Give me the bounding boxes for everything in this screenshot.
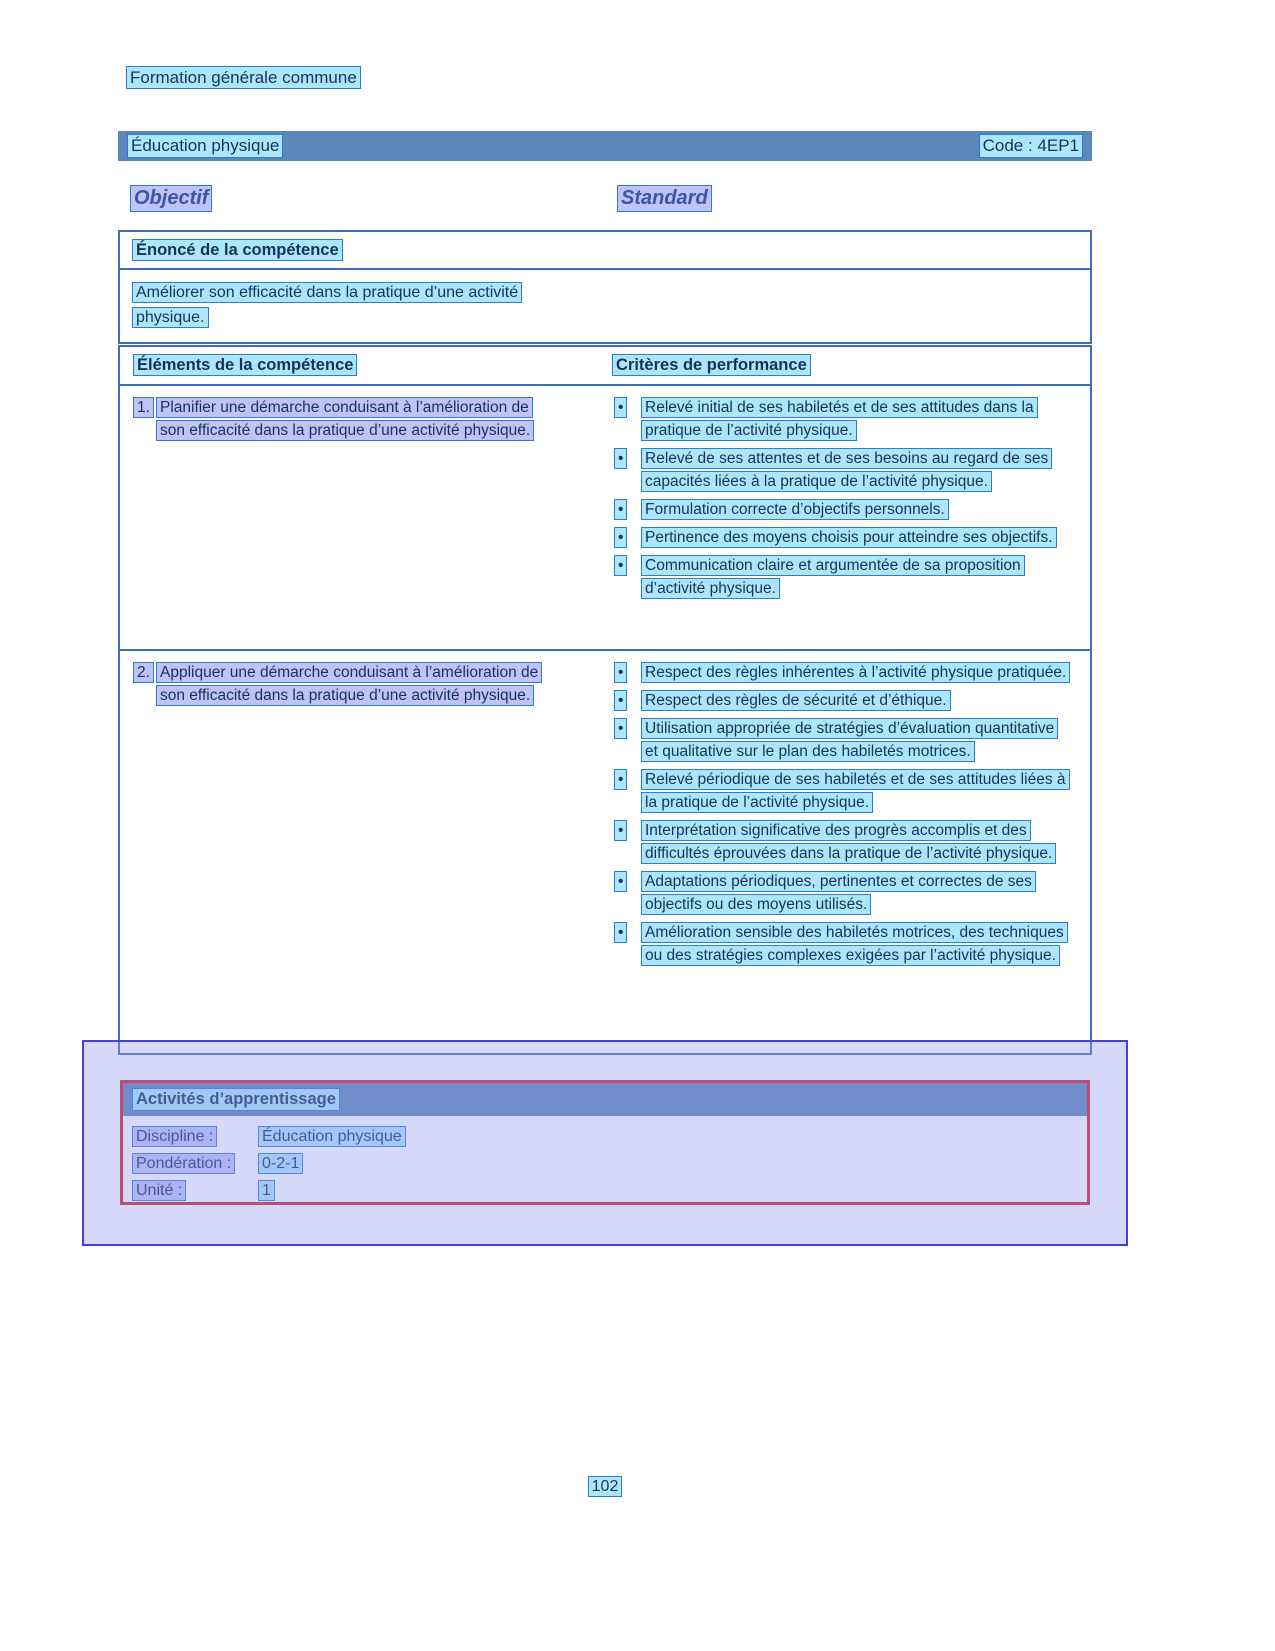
elements-header-cell [120,356,612,375]
criteria-item [612,717,1074,763]
field-value: 0-2-1 [258,1153,303,1174]
criteres-header: Critères de performance [612,354,811,376]
criteria-text: Utilisation appropriée de stratégies d’évaluation quantitative et qualitative sur le plan des habiletés motrices. [641,718,1058,762]
criteria-cell [612,661,1090,1047]
criteria-text: Respect des règles de sécurité et d’éthique. [641,690,951,711]
element-text: Planifier une démarche conduisant à l’amélioration de son efficacité dans la pratique d’une activité physique. [156,397,534,441]
page-number-row [118,1478,1092,1496]
activites-box [120,1080,1090,1205]
criteria-item [612,921,1074,967]
bullet-icon: • [614,527,627,548]
bullet-icon: • [614,397,627,418]
criteria-text: Formulation correcte d’objectifs personnels. [641,499,949,520]
bullet-icon: • [614,922,627,943]
bullet-icon: • [614,769,627,790]
bullet-icon: • [614,662,627,683]
item-number: 1. [133,397,154,418]
criteria-item [612,554,1074,600]
section-eyebrow [126,68,361,88]
activites-fields [123,1116,1087,1204]
criteria-cell [612,396,1090,649]
criteria-text: Relevé initial de ses habiletés et de ses attitudes dans la pratique de l’activité physique. [641,397,1038,441]
criteria-text: Interprétation significative des progrès accomplis et des difficultés éprouvées dans la pratique de l’activité physique. [641,820,1056,864]
criteria-item [612,447,1074,493]
criteria-text: Relevé de ses attentes et de ses besoins au regard de ses capacités liées à la pratique de l’activité physique. [641,448,1052,492]
subject-header-bar [118,131,1092,161]
bullet-icon: • [614,820,627,841]
field-label: Pondération : [132,1153,235,1174]
activites-header-bar [123,1083,1087,1116]
field-discipline [132,1123,1087,1150]
enonce-body-row [120,270,1090,342]
subject-title: Éducation physique [127,134,283,158]
criteria-item [612,870,1074,916]
activites-heading: Activités d’apprentissage [132,1088,340,1111]
elements-header: Éléments de la compétence [133,354,357,376]
criteres-header-cell [612,356,1090,375]
criteria-text: Relevé périodique de ses habiletés et de ses attitudes liées à la pratique de l’activité physique. [641,769,1070,813]
competence-table [118,345,1092,1055]
bullet-icon: • [614,499,627,520]
bullet-icon: • [614,871,627,892]
bullet-icon: • [614,555,627,576]
criteria-item [612,526,1074,549]
criteria-item [612,819,1074,865]
criteria-item [612,689,1074,712]
enonce-header-row [120,232,1090,270]
criteria-item [612,768,1074,814]
subject-code: Code : 4EP1 [979,134,1083,158]
annotation-overlay [82,1040,1128,1246]
field-value: Éducation physique [258,1126,406,1147]
enonce-box [118,230,1092,344]
page-number: 102 [588,1476,623,1497]
field-ponderation [132,1150,1087,1177]
criteria-text: Adaptations périodiques, pertinentes et correctes de ses objectifs ou des moyens utilisés. [641,871,1036,915]
field-unite [132,1177,1087,1204]
criteria-item [612,661,1074,684]
column-headings [130,185,1090,215]
table-row [120,386,1090,649]
field-value: 1 [258,1180,275,1201]
bullet-icon: • [614,718,627,739]
bullet-icon: • [614,690,627,711]
eyebrow-text: Formation générale commune [126,66,361,89]
criteria-item [612,396,1074,442]
element-cell [120,396,612,649]
field-label: Discipline : [132,1126,217,1147]
table-row [120,649,1090,1053]
bullet-icon: • [614,448,627,469]
element-cell [120,661,612,1047]
table-header-row [120,347,1090,386]
criteria-text: Pertinence des moyens choisis pour atteindre ses objectifs. [641,527,1057,548]
objectif-heading: Objectif [130,185,212,212]
element-text: Appliquer une démarche conduisant à l’amélioration de son efficacité dans la pratique d’une activité physique. [156,662,542,706]
item-number: 2. [133,662,154,683]
criteria-text: Communication claire et argumentée de sa proposition d’activité physique. [641,555,1025,599]
criteria-text: Respect des règles inhérentes à l’activité physique pratiquée. [641,662,1070,683]
enonce-heading: Énoncé de la compétence [132,239,343,261]
standard-heading: Standard [617,185,712,212]
field-label: Unité : [132,1180,186,1201]
criteria-text: Amélioration sensible des habiletés motrices, des techniques ou des stratégies complexes exigées par l’activité physique. [641,922,1068,966]
criteria-item [612,498,1074,521]
enonce-body-text: Améliorer son efficacité dans la pratique d’une activité physique. [132,282,522,328]
